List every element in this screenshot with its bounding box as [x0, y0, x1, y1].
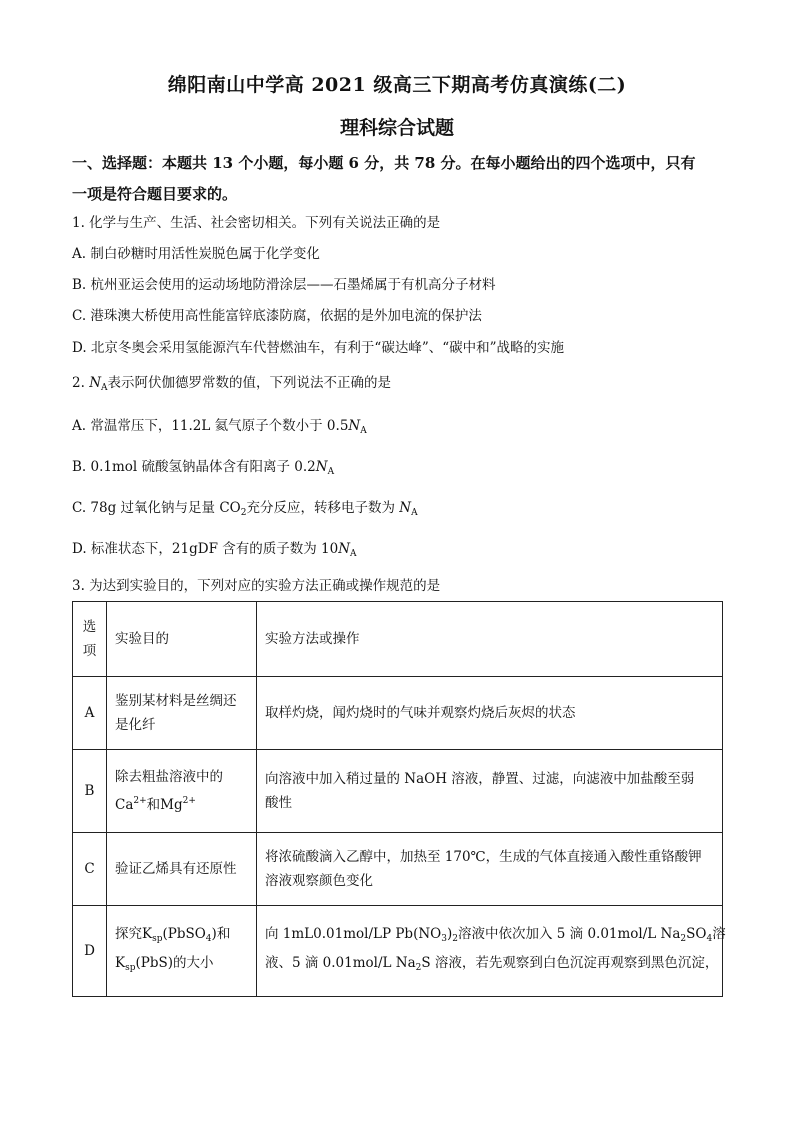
no3-out-sub: 2	[452, 934, 458, 944]
ca-charge: 2+	[133, 796, 147, 806]
q2-stem	[72, 373, 732, 398]
q2-option-c-na: N	[399, 500, 412, 516]
q2-option-d	[72, 539, 732, 564]
q2-na-symbol: N	[89, 375, 101, 391]
header-option-line-1: 选	[82, 619, 97, 635]
row-b-purpose	[107, 750, 257, 833]
so4-sub: 4	[706, 934, 713, 944]
row-b-method-line-2: 酸性	[265, 795, 292, 811]
ksp-sub-2: sp	[125, 963, 136, 973]
and-text-d: 和	[216, 926, 231, 942]
q2-option-a-na: N	[348, 418, 361, 434]
header-method-cell: 实验方法或操作	[257, 602, 723, 677]
q2-option-c-co2-sub: 2	[240, 508, 247, 518]
q1-option-a: A. 制白砂糖时用活性炭脱色属于化学变化	[72, 246, 320, 262]
q2-option-d-na-sub: A	[350, 549, 357, 559]
table-header-row	[73, 602, 723, 677]
section-heading-line-2: 一项是符合题目要求的。	[72, 185, 238, 203]
q2-number: 2.	[72, 375, 85, 391]
row-b-purpose-line-2	[115, 789, 248, 817]
row-c-method-line-1: 将浓硫酸滴入乙醇中，加热至 170℃，生成的气体直接通入酸性重铬酸钾	[265, 849, 702, 865]
table-row-c	[73, 833, 723, 906]
m1-mid: 溶液中依次加入 5 滴 0.01mol/L Na	[457, 926, 681, 942]
table-row-a	[73, 677, 723, 750]
row-b-option: B	[73, 750, 107, 833]
row-a-purpose	[107, 677, 257, 750]
ca-symbol: Ca	[115, 797, 134, 813]
pbs-text: (PbS)	[135, 955, 173, 971]
q2-option-d-text: D. 标准状态下，21gDF 含有的质子数为 10	[72, 541, 339, 557]
row-a-method: 取样灼烧，闻灼烧时的气味并观察灼烧后灰烬的状态	[257, 677, 723, 750]
row-c-method-line-2: 溶液观察颜色变化	[265, 873, 373, 889]
q2-option-a	[72, 416, 732, 441]
ksp-k-2: K	[115, 955, 126, 971]
no3-close: )	[446, 926, 453, 942]
no3-sub: 3	[441, 934, 447, 944]
table-row-b	[73, 750, 723, 833]
so4-text: SO	[686, 926, 707, 942]
and-text: 和	[146, 797, 161, 813]
row-c-method	[257, 833, 723, 906]
q2-option-b	[72, 457, 732, 482]
row-b-purpose-line-1: 除去粗盐溶液中的	[115, 769, 223, 785]
q1-option-b: B. 杭州亚运会使用的运动场地防滑涂层——石墨烯属于有机高分子材料	[72, 277, 496, 293]
q2-option-b-na: N	[315, 459, 328, 475]
section-heading	[72, 148, 722, 210]
q2-option-c-text: C. 78g 过氧化钠与足量 CO	[72, 500, 241, 516]
page-subtitle: 理科综合试题	[339, 117, 454, 139]
q2-na-subscript: A	[101, 383, 108, 393]
explore-text: 探究	[115, 926, 142, 942]
q2-option-c-na-sub: A	[411, 508, 418, 518]
row-d-method	[257, 906, 726, 997]
m2-pre: 液、5 滴 0.01mol/L Na	[265, 955, 416, 971]
row-d-method-line-1	[265, 922, 726, 951]
mg-charge: 2+	[182, 796, 196, 806]
size-text: 的大小	[173, 955, 214, 971]
q2-option-a-text: A. 常温常压下，11.2L 氦气原子个数小于 0.5	[72, 418, 349, 434]
pbso4-close: )	[211, 926, 217, 942]
table-row-d	[73, 906, 723, 997]
m2-end: S 溶液，若先观察到白色沉淀再观察到黑色沉淀，	[421, 955, 719, 971]
q1-option-d: D. 北京冬奥会采用氢能源汽车代替燃油车，有利于“碳达峰”、“碳中和”战略的实施	[72, 340, 565, 356]
m1-pre: 向 1mL0.01mol/LP Pb	[265, 926, 414, 942]
row-c-purpose: 验证乙烯具有还原性	[107, 833, 257, 906]
q1-option-c: C. 港珠澳大桥使用高性能富锌底漆防腐，依据的是外加电流的保护法	[72, 308, 482, 324]
row-b-method-line-1: 向溶液中加入稍过量的 NaOH 溶液，静置、过滤，向滤液中加盐酸至弱	[265, 771, 695, 787]
row-d-purpose	[107, 906, 257, 997]
q2-option-b-na-sub: A	[327, 467, 335, 477]
pbso4-text: (PbSO	[162, 926, 206, 942]
q2-stem-text: 表示阿伏伽德罗常数的值，下列说法不正确的是	[107, 375, 391, 391]
row-a-purpose-line-1: 鉴别某材料是丝绸还	[115, 693, 237, 709]
q2-option-c-text-2: 充分反应，转移电子数为	[246, 500, 400, 516]
page-title: 绵阳南山中学高 2021 级高三下期高考仿真演练(二)	[167, 74, 627, 96]
q3-stem: 3. 为达到实验目的，下列对应的实验方法正确或操作规范的是	[72, 578, 441, 594]
mg-symbol: Mg	[160, 797, 183, 813]
row-d-method-line-2	[265, 951, 719, 980]
row-d-purpose-line-1	[115, 922, 248, 951]
pbso4-sub: 4	[205, 934, 212, 944]
row-d-purpose-line-2	[115, 951, 248, 980]
header-purpose-cell: 实验目的	[107, 602, 257, 677]
no3-text: (NO	[413, 926, 442, 942]
q2-option-c	[72, 498, 732, 523]
row-b-method	[257, 750, 723, 833]
q1-stem: 1. 化学与生产、生活、社会密切相关。下列有关说法正确的是	[72, 215, 441, 231]
row-a-purpose-line-2: 是化纤	[115, 717, 156, 733]
q2-option-d-na: N	[338, 541, 351, 557]
header-option-cell	[73, 602, 107, 677]
m1-end: 溶	[712, 926, 726, 942]
ksp-k: K	[142, 926, 153, 942]
q3-experiment-table	[72, 601, 726, 997]
q2-option-b-text: B. 0.1mol 硫酸氢钠晶体含有阳离子 0.2	[72, 459, 316, 475]
row-c-option: C	[73, 833, 107, 906]
na2s-sub: 2	[415, 963, 422, 973]
q2-option-a-na-sub: A	[360, 426, 367, 436]
na2-sub: 2	[680, 934, 687, 944]
section-heading-line-1: 一、选择题：本题共 13 个小题，每小题 6 分，共 78 分。在每小题给出的四个选项中，只有	[72, 154, 696, 172]
header-option-line-2: 项	[82, 643, 97, 659]
row-a-option: A	[73, 677, 107, 750]
ksp-sub: sp	[152, 934, 163, 944]
row-d-option: D	[73, 906, 107, 997]
